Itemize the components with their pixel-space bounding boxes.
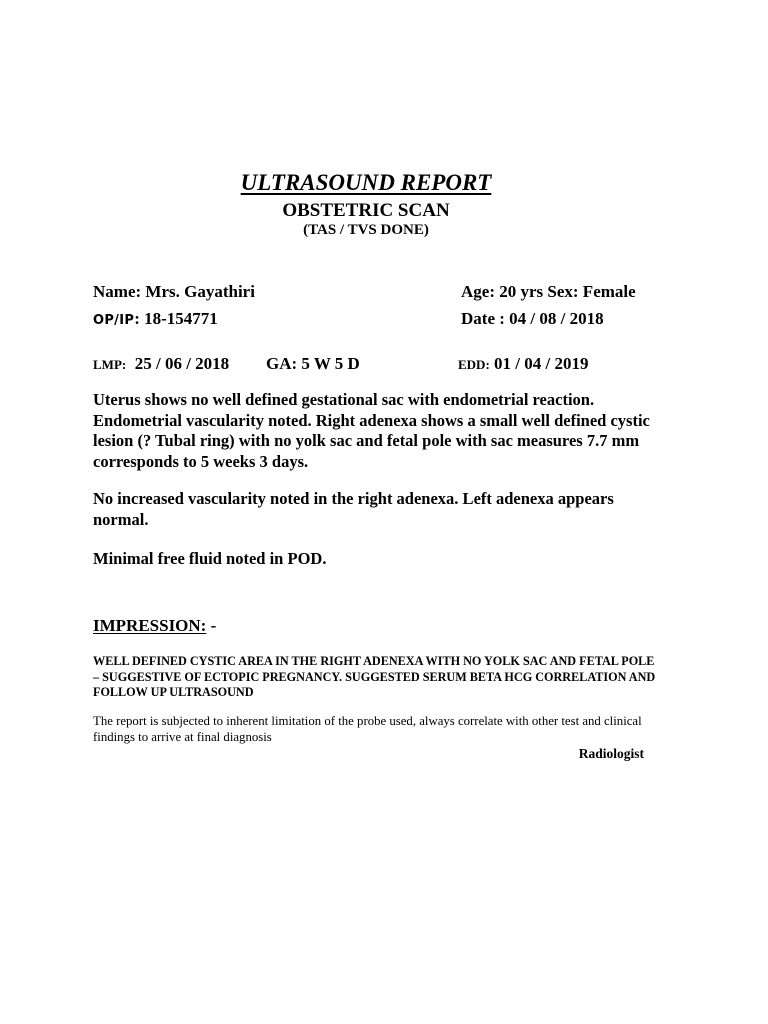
impression-text: WELL DEFINED CYSTIC AREA IN THE RIGHT ADENEXA WITH NO YOLK SAC AND FETAL POLE – SUGGESTIVE OF ECTOPIC PREGNANCY. SUGGESTED SERUM BETA HCG CORRELATION AND FOLLOW UP ULTRASOUND	[93, 654, 656, 699]
scan-method: (TAS / TVS DONE)	[303, 222, 429, 238]
age-sex: Age: 20 yrs Sex: Female	[461, 282, 636, 301]
lmp-label: LMP:	[93, 357, 127, 372]
disclaimer-text: The report is subjected to inherent limitation of the probe used, always correlate with other test and clinical findings to arrive at final diagnosis	[93, 714, 642, 744]
opip-value: : 18-154771	[134, 309, 218, 328]
impression-heading	[93, 616, 216, 636]
edd-value: 01 / 04 / 2019	[494, 354, 589, 373]
name-label: Name:	[93, 282, 142, 301]
edd	[458, 354, 588, 374]
name-value: Mrs. Gayathiri	[145, 282, 255, 301]
finding-paragraph-1: Uterus shows no well defined gestational sac with endometrial reaction. Endometrial vascularity noted. Right adenexa shows a small well defined cystic lesion (? Tubal ring) with no yolk sac and fetal pole with sac measures 7.7 mm corresponds to 5 weeks 3 days.	[93, 390, 650, 471]
opip-number	[93, 309, 218, 329]
lmp-value: 25 / 06 / 2018	[134, 354, 230, 373]
finding-paragraph-3: Minimal free fluid noted in POD.	[93, 549, 327, 568]
report-title: ULTRASOUND REPORT	[240, 170, 492, 195]
lmp	[93, 354, 229, 374]
patient-name	[93, 282, 255, 302]
radiologist-signature: Radiologist	[578, 746, 644, 761]
opip-label: OP/IP	[93, 313, 135, 328]
report-date: Date : 04 / 08 / 2018	[461, 309, 604, 328]
finding-paragraph-2: No increased vascularity noted in the right adenexa. Left adenexa appears normal.	[93, 489, 614, 529]
edd-label: EDD:	[458, 357, 490, 372]
gestational-age: GA: 5 W 5 D	[266, 354, 360, 373]
report-subtitle: OBSTETRIC SCAN	[282, 200, 450, 221]
impression-label: IMPRESSION:	[93, 616, 207, 635]
impression-dash: -	[206, 616, 217, 635]
